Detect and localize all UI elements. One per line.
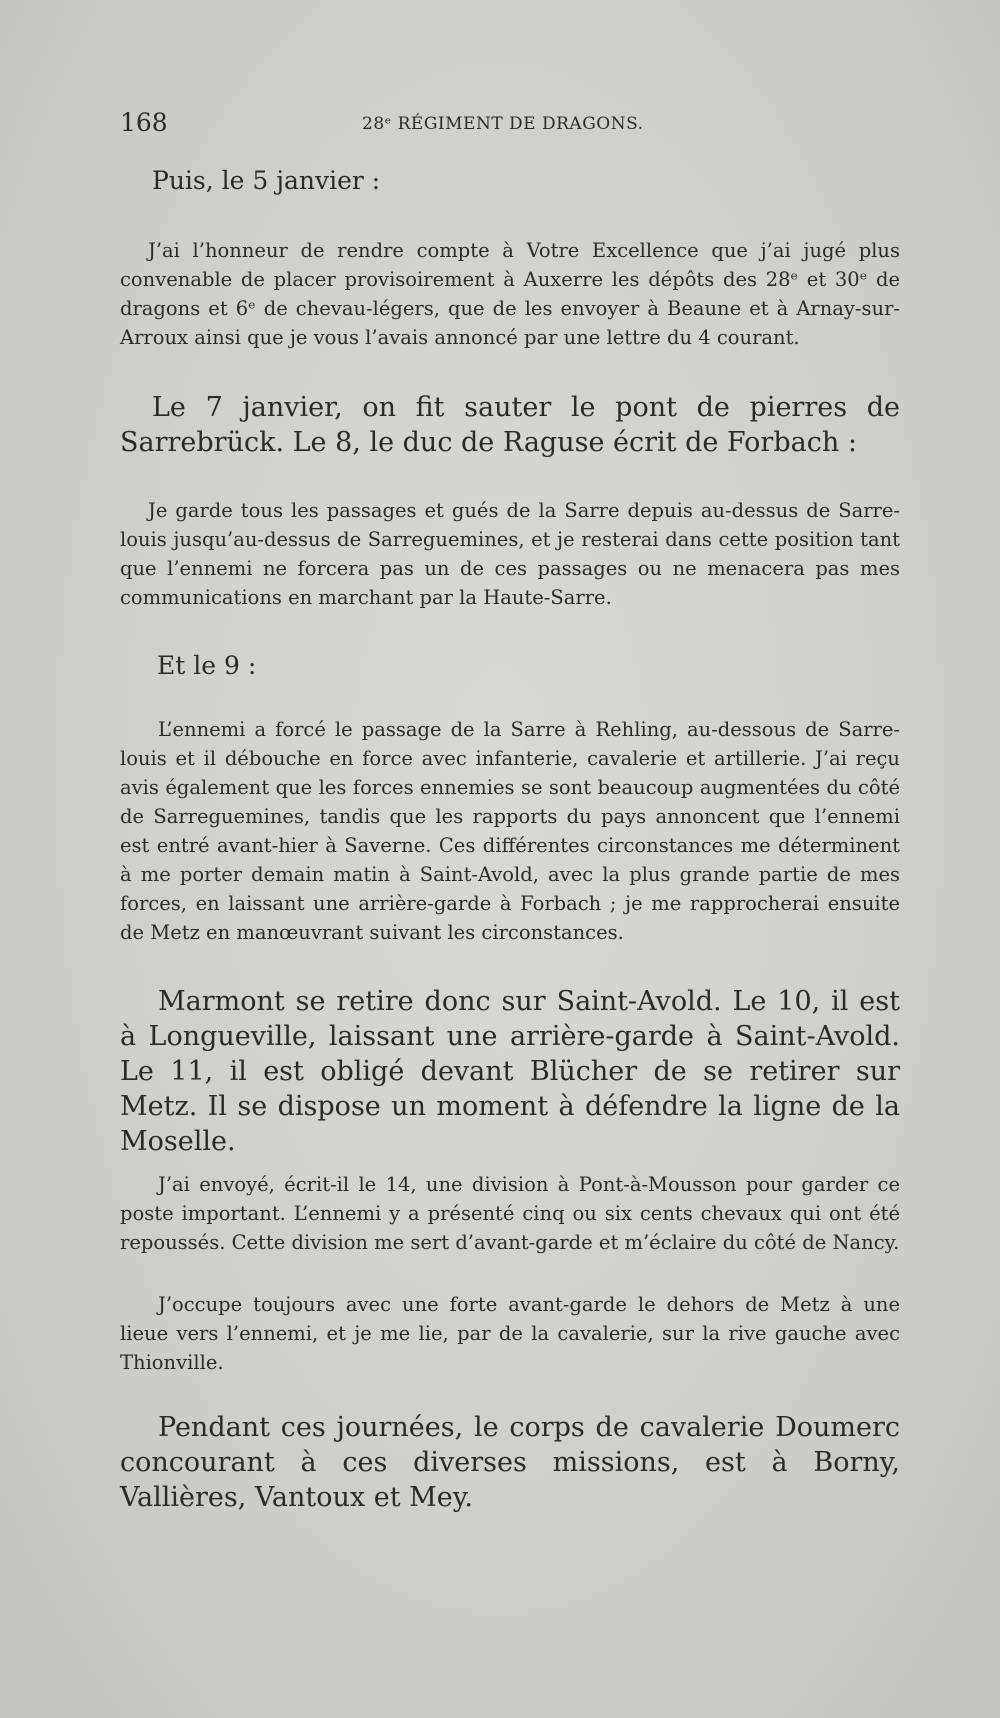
narrative-paragraph-2: Le 7 janvier, on fit sauter le pont de pierres de Sarrebrück. Le 8, le duc de Raguse écrit de Forbach : xyxy=(120,392,900,458)
quote-paragraph-1: J’ai l’honneur de rendre compte à Votre Excellence que j’ai jugé plus convenable de placer provisoirement à Auxerre les dépôts des 28ᵉ et 30ᵉ de dragons et 6ᵉ de chevau-légers, que de les envoyer à Beaune et à Arnay-sur-Arroux ainsi que je vous l’avais annoncé par une lettre du 4 courant. xyxy=(120,239,900,349)
quote-paragraph-5: J’occupe toujours avec une forte avant-garde le dehors de Metz à une lieue vers l’ennemi, et je me lie, par de la cavalerie, sur la rive gauche avec Thionville. xyxy=(120,1293,900,1374)
page-header xyxy=(120,108,900,138)
running-title: 28ᵉ RÉGIMENT DE DRAGONS. xyxy=(362,114,644,134)
narrative-paragraph-1: Puis, le 5 janvier : xyxy=(152,166,381,195)
narrative-paragraph-5: Pendant ces journées, le corps de cavalerie Doumerc concourant à ces diverses missions, est à Borny, Vallières, Vantoux et Mey. xyxy=(120,1412,900,1513)
page-number: 168 xyxy=(120,108,168,137)
narrative-paragraph-4: Marmont se retire donc sur Saint-Avold. Le 10, il est à Longueville, laissant une arrière-garde à Saint-Avold. Le 11, il est obligé devant Blücher de se retirer sur Metz. Il se dispose un moment à défendre la ligne de la Moselle. xyxy=(120,986,900,1157)
quote-paragraph-3: L’ennemi a forcé le passage de la Sarre à Rehling, au-dessous de Sarre-louis et il débouche en force avec infanterie, cavalerie et artillerie. J’ai reçu avis également que les forces ennemies se sont beaucoup augmentées du côté de Sarreguemines, tandis que les rapports du pays annoncent que l’ennemi est entré avant-hier à Saverne. Ces différentes circonstances me déterminent à me porter demain matin à Saint-Avold, avec la plus grande partie de mes forces, en laissant une arrière-garde à Forbach ; je me rapprocherai ensuite de Metz en manœuvrant suivant les circonstances. xyxy=(120,718,900,944)
narrative-paragraph-3: Et le 9 : xyxy=(157,651,257,680)
quote-paragraph-2: Je garde tous les passages et gués de la Sarre depuis au-dessus de Sarre-louis jusqu’au-dessus de Sarreguemines, et je resterai dans cette position tant que l’ennemi ne forcera pas un de ces passages ou ne menacera pas mes communications en marchant par la Haute-Sarre. xyxy=(120,499,900,609)
quote-paragraph-4: J’ai envoyé, écrit-il le 14, une division à Pont-à-Mousson pour garder ce poste important. L’ennemi y a présenté cinq ou six cents chevaux qui ont été repoussés. Cette division me sert d’avant-garde et m’éclaire du côté de Nancy. xyxy=(120,1173,900,1254)
